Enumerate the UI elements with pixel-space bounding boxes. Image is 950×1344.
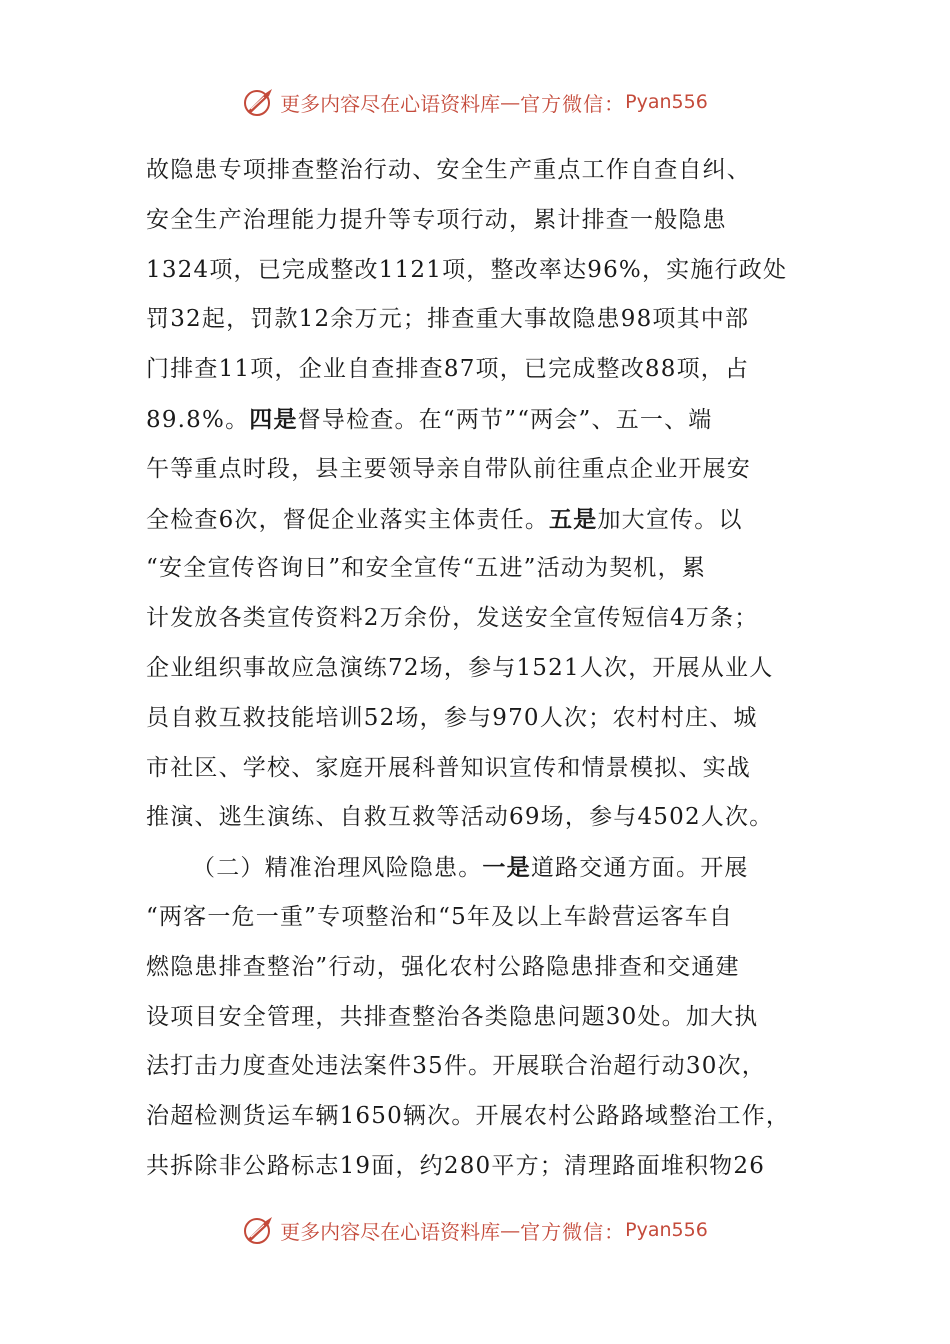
document-line (146, 1042, 812, 1092)
text-segment: 市社区、学校、家庭开展科普知识宣传和情景模拟、实战 (146, 754, 751, 781)
watermark-site-text: 更多内容尽在心语资料库 (280, 91, 501, 116)
document-line (146, 295, 812, 345)
text-segment: 全检查6次，督促企业落实主体责任。 (146, 506, 550, 533)
document-line (146, 993, 812, 1043)
text-segment: 加大宣传。以 (597, 506, 743, 533)
text-segment: 设项目安全管理，共排查整治各类隐患问题30处。加大执 (146, 1003, 759, 1030)
watermark-dash: — (500, 1218, 521, 1242)
watermark-wechat-label: 官方微信： (520, 1219, 626, 1244)
text-segment: 督导检查。在“两节”“两会”、五一、端 (297, 406, 713, 433)
document-line (146, 943, 812, 993)
text-segment: 1324项，已完成整改1121项，整改率达96%，实施行政处 (146, 256, 788, 283)
text-segment: 员自救互救技能培训52场，参与970人次；农村村庄、城 (146, 704, 758, 731)
text-segment: 故隐患专项排查整治行动、安全生产重点工作自查自纠、 (146, 157, 751, 183)
text-segment: 企业组织事故应急演练72场，参与1521人次，开展从业人 (146, 654, 774, 681)
document-line (146, 843, 812, 893)
document-line (146, 893, 812, 943)
text-segment: 安全生产治理能力提升等专项行动，累计排查一般隐患 (146, 206, 727, 233)
watermark-dash: — (500, 90, 521, 114)
text-segment: 计发放各类宣传资料2万余份，发送安全宣传短信4万条； (146, 605, 759, 632)
watermark-site-text: 更多内容尽在心语资料库 (280, 1219, 501, 1244)
text-segment: 共拆除非公路标志19面，约280平方；清理路面堆积物26 (146, 1152, 766, 1179)
document-line (146, 1092, 812, 1142)
bold-lead-phrase: 四是 (249, 405, 298, 433)
document-line (146, 644, 812, 694)
document-line (146, 495, 812, 545)
watermark-wechat-id: Pyan556 (625, 1219, 708, 1241)
text-segment: “两客一危一重”专项整治和“5年及以上车龄营运客车自 (146, 903, 734, 930)
text-segment: “安全宣传咨询日”和安全宣传“五进”活动为契机，累 (146, 555, 707, 582)
document-line (146, 793, 812, 843)
document-line (146, 146, 812, 196)
text-segment: 罚32起，罚款12余万元；排查重大事故隐患98项其中部 (146, 306, 750, 333)
document-line (146, 694, 812, 744)
document-line (146, 246, 812, 296)
watermark-banner-bottom (0, 1210, 950, 1250)
quill-pen-logo-icon (242, 85, 276, 119)
text-segment: 推演、逃生演练、自救互救等活动69场，参与4502人次。 (146, 804, 774, 831)
document-line (146, 395, 812, 445)
document-line (146, 345, 812, 395)
document-line (146, 594, 812, 644)
bold-lead-phrase: 一是 (482, 854, 531, 882)
text-segment: 午等重点时段，县主要领导亲自带队前往重点企业开展安 (146, 455, 751, 482)
document-body (146, 146, 812, 1192)
watermark-wechat-id: Pyan556 (625, 91, 708, 113)
quill-pen-logo-icon (242, 1213, 276, 1247)
text-segment: （二）精准治理风险隐患。 (192, 855, 483, 882)
watermark-banner-top (0, 82, 950, 122)
document-line (146, 1142, 812, 1192)
text-segment: 道路交通方面。开展 (530, 855, 749, 882)
watermark-wechat-label: 官方微信： (520, 91, 626, 116)
document-line (146, 744, 812, 794)
text-segment: 燃隐患排查整治”行动，强化农村公路隐患排查和交通建 (146, 953, 740, 980)
text-segment: 89.8%。 (146, 406, 250, 433)
document-line (146, 445, 812, 495)
document-line (146, 544, 812, 594)
document-line (146, 196, 812, 246)
text-segment: 治超检测货运车辆1650辆次。开展农村公路路域整治工作， (146, 1103, 791, 1130)
bold-lead-phrase: 五是 (549, 505, 598, 533)
text-segment: 法打击力度查处违法案件35件。开展联合治超行动30次， (146, 1053, 766, 1080)
text-segment: 门排查11项，企业自查排查87项，已完成整改88项，占 (146, 356, 750, 383)
